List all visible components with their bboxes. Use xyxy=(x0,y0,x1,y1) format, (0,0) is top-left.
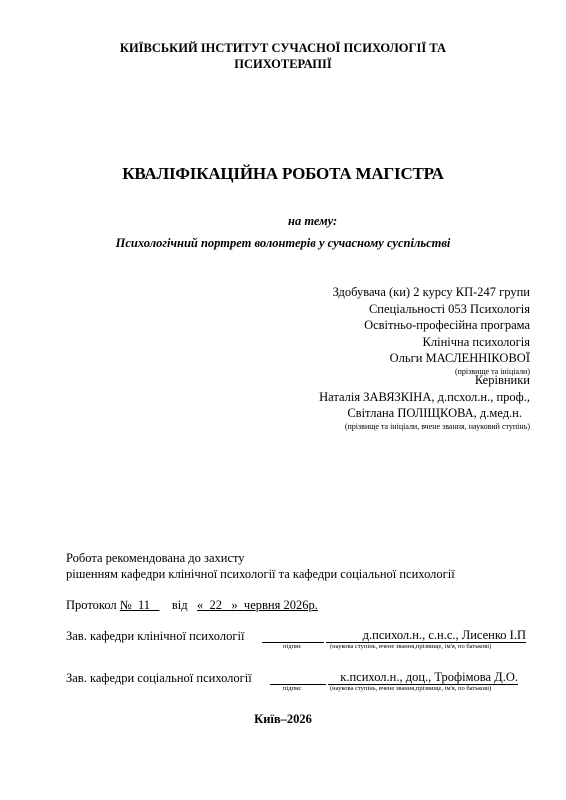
head-clinical-label: Зав. кафедри клінічної психології xyxy=(66,629,245,643)
recommendation xyxy=(66,550,455,582)
signature-hint-social: підпис xyxy=(283,685,302,692)
supervisor-2: Світлана ПОЛІЩКОВА, д.мед.н. xyxy=(347,406,522,420)
student-name: Ольги МАСЛЕННІКОВОЇ xyxy=(389,351,530,365)
student-specialty: Спеціальності 053 Психологія xyxy=(368,301,530,316)
recommendation-line-2: рішенням кафедри клінічної психології та кафедри соціальної психології xyxy=(66,567,455,581)
institution-line-2: ПСИХОТЕРАПІЇ xyxy=(234,57,332,71)
institution-line-1: КИЇВСЬКИЙ ІНСТИТУТ СУЧАСНОЇ ПСИХОЛОГІЇ ТА xyxy=(119,41,447,55)
protocol-quote-open: « xyxy=(197,598,204,612)
protocol-quote-close: » xyxy=(231,598,238,612)
info-hint-social: (наукова ступінь, вчене звання,прізвище, ім'я, по батькові) xyxy=(330,685,492,692)
head-social-value: к.психол.н., доц., Трофімова Д.О. xyxy=(328,670,518,685)
student-name-hint: (прізвище та ініціали) xyxy=(454,366,530,376)
head-social-label: Зав. кафедри соціальної психології xyxy=(66,671,252,685)
protocol-number-value: 11 xyxy=(137,598,151,612)
signature-line-social xyxy=(270,670,326,685)
info-hint-clinical: (наукова ступінь, вчене звання,прізвище, ім'я, по батькові) xyxy=(330,643,492,650)
recommendation-line-1: Робота рекомендована до захисту xyxy=(66,551,245,565)
supervisor-1: Наталія ЗАВЯЗКІНА, д.псхол.н., проф., xyxy=(319,389,530,404)
city-year: Київ–2026 xyxy=(254,712,312,726)
student-program-name: Клінічна психологія xyxy=(422,334,530,349)
student-info xyxy=(333,284,530,377)
protocol-date xyxy=(197,598,318,612)
supervisors-label: Керівники xyxy=(474,373,530,387)
supervisors-info xyxy=(319,372,530,432)
document-title: КВАЛІФІКАЦІЙНА РОБОТА МАГІСТРА xyxy=(122,164,444,183)
student-course-group: Здобувача (ки) 2 курсу КП-247 групи xyxy=(332,285,530,299)
head-clinical-value: д.психол.н., с.н.с., Лисенко І.П xyxy=(326,628,526,643)
protocol-month-year: червня 2026р. xyxy=(243,598,318,612)
protocol-number xyxy=(120,598,160,612)
signature-hint-clinical: підпис xyxy=(283,643,302,650)
institution-name xyxy=(0,40,566,72)
topic-label: на тему: xyxy=(288,214,338,228)
supervisors-hint: (прізвище та ініціали, вчене звання, науковий ступінь) xyxy=(344,421,530,431)
protocol-number-sign: № xyxy=(119,598,132,612)
student-program: Освітньо-професійна програма xyxy=(364,318,530,332)
protocol-from: від xyxy=(171,598,188,612)
signature-line-clinical xyxy=(262,628,324,643)
topic-title: Психологічний портрет волонтерів у сучасному суспільстві xyxy=(115,236,451,250)
protocol-label: Протокол xyxy=(66,598,117,612)
protocol-day: 22 xyxy=(209,598,223,612)
protocol-line xyxy=(66,597,318,613)
